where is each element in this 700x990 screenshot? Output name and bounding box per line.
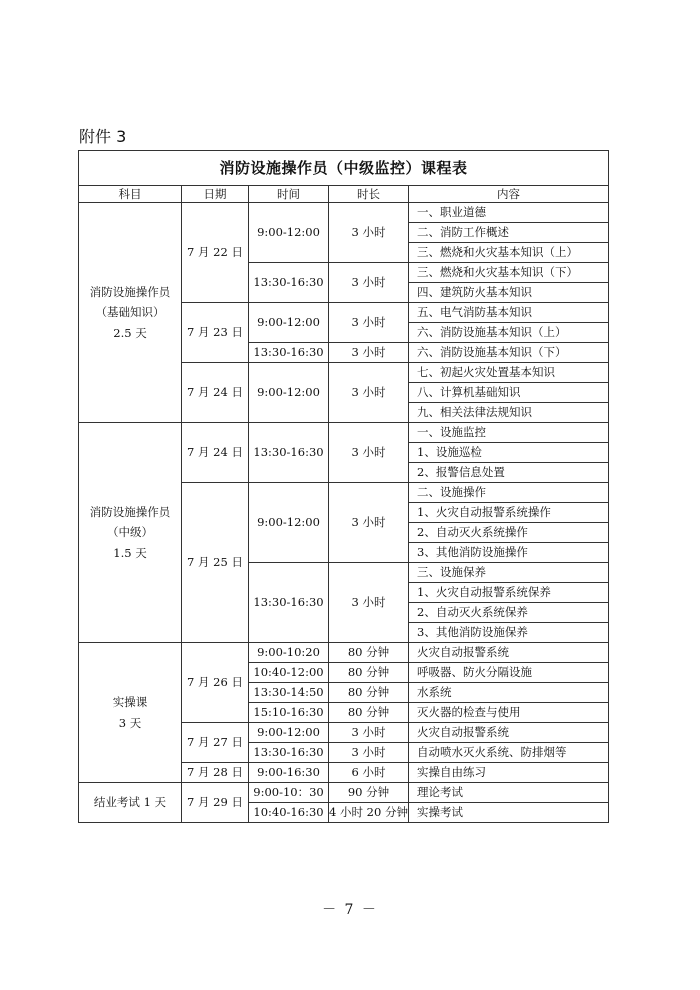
header-subject: 科目 <box>79 186 182 203</box>
course-schedule-table <box>78 150 609 823</box>
duration-cell: 3 小时 <box>329 343 409 363</box>
content-cell: 自动喷水灭火系统、防排烟等 <box>409 743 609 763</box>
header-duration: 时长 <box>329 186 409 203</box>
duration-cell: 6 小时 <box>329 763 409 783</box>
duration-cell: 3 小时 <box>329 563 409 643</box>
content-cell: 五、电气消防基本知识 <box>409 303 609 323</box>
header-content: 内容 <box>409 186 609 203</box>
table-row <box>79 423 609 443</box>
schedule-body <box>79 203 609 823</box>
duration-cell: 3 小时 <box>329 363 409 423</box>
content-cell: 3、其他消防设施保养 <box>409 623 609 643</box>
date-cell: 7 月 29 日 <box>182 783 249 823</box>
table-row <box>79 783 609 803</box>
date-cell: 7 月 27 日 <box>182 723 249 763</box>
subject-line: 实操课 <box>112 695 148 710</box>
subject-line: 结业考试 1 天 <box>93 795 167 810</box>
date-cell: 7 月 24 日 <box>182 363 249 423</box>
time-cell: 9:00-12:00 <box>249 363 329 423</box>
date-cell: 7 月 22 日 <box>182 203 249 303</box>
duration-cell: 3 小时 <box>329 723 409 743</box>
content-cell: 2、自动灭火系统操作 <box>409 523 609 543</box>
content-cell: 呼吸器、防火分隔设施 <box>409 663 609 683</box>
content-cell: 理论考试 <box>409 783 609 803</box>
date-cell: 7 月 26 日 <box>182 643 249 723</box>
content-cell: 六、消防设施基本知识（下） <box>409 343 609 363</box>
time-cell: 13:30-16:30 <box>249 263 329 303</box>
subject-cell <box>79 203 182 423</box>
subject-line: 3 天 <box>118 715 142 730</box>
content-cell: 二、消防工作概述 <box>409 223 609 243</box>
duration-cell: 80 分钟 <box>329 683 409 703</box>
date-cell: 7 月 23 日 <box>182 303 249 363</box>
subject-line: 消防设施操作员 <box>89 285 171 300</box>
content-cell: 1、设施巡检 <box>409 443 609 463</box>
content-cell: 六、消防设施基本知识（上） <box>409 323 609 343</box>
content-cell: 实操考试 <box>409 803 609 823</box>
duration-cell: 80 分钟 <box>329 703 409 723</box>
duration-cell: 3 小时 <box>329 483 409 563</box>
time-cell: 10:40-12:00 <box>249 663 329 683</box>
content-cell: 水系统 <box>409 683 609 703</box>
time-cell: 9:00-12:00 <box>249 203 329 263</box>
header-time: 时间 <box>249 186 329 203</box>
subject-line: 1.5 天 <box>113 545 147 560</box>
content-cell: 火灾自动报警系统 <box>409 643 609 663</box>
table-title: 消防设施操作员（中级监控）课程表 <box>79 151 609 186</box>
time-cell: 13:30-14:50 <box>249 683 329 703</box>
time-cell: 13:30-16:30 <box>249 743 329 763</box>
time-cell: 13:30-16:30 <box>249 343 329 363</box>
duration-cell: 80 分钟 <box>329 643 409 663</box>
time-cell: 9:00-16:30 <box>249 763 329 783</box>
content-cell: 一、职业道德 <box>409 203 609 223</box>
content-cell: 二、设施操作 <box>409 483 609 503</box>
duration-cell: 4 小时 20 分钟 <box>329 803 409 823</box>
content-cell: 三、设施保养 <box>409 563 609 583</box>
attachment-label: 附件 3 <box>79 127 127 146</box>
content-cell: 灭火器的检查与使用 <box>409 703 609 723</box>
content-cell: 火灾自动报警系统 <box>409 723 609 743</box>
subject-cell <box>79 783 182 823</box>
table-row <box>79 643 609 663</box>
time-cell: 9:00-12:00 <box>249 483 329 563</box>
subject-line: 2.5 天 <box>113 325 147 340</box>
content-cell: 八、计算机基础知识 <box>409 383 609 403</box>
duration-cell: 3 小时 <box>329 263 409 303</box>
content-cell: 2、报警信息处置 <box>409 463 609 483</box>
content-cell: 实操自由练习 <box>409 763 609 783</box>
subject-line: （基础知识） <box>95 305 165 320</box>
duration-cell: 3 小时 <box>329 203 409 263</box>
content-cell: 九、相关法律法规知识 <box>409 403 609 423</box>
header-date: 日期 <box>182 186 249 203</box>
time-cell: 9:00-10：30 <box>249 783 329 803</box>
duration-cell: 80 分钟 <box>329 663 409 683</box>
content-cell: 三、燃烧和火灾基本知识（上） <box>409 243 609 263</box>
table-row <box>79 203 609 223</box>
subject-line: （中级） <box>107 525 153 540</box>
content-cell: 2、自动灭火系统保养 <box>409 603 609 623</box>
page-number: － 7 － <box>322 902 378 918</box>
time-cell: 13:30-16:30 <box>249 563 329 643</box>
duration-cell: 3 小时 <box>329 423 409 483</box>
content-cell: 一、设施监控 <box>409 423 609 443</box>
time-cell: 9:00-12:00 <box>249 303 329 343</box>
time-cell: 15:10-16:30 <box>249 703 329 723</box>
subject-cell <box>79 643 182 783</box>
time-cell: 9:00-10:20 <box>249 643 329 663</box>
time-cell: 13:30-16:30 <box>249 423 329 483</box>
content-cell: 七、初起火灾处置基本知识 <box>409 363 609 383</box>
content-cell: 1、火灾自动报警系统保养 <box>409 583 609 603</box>
subject-cell <box>79 423 182 643</box>
date-cell: 7 月 25 日 <box>182 483 249 643</box>
time-cell: 10:40-16:30 <box>249 803 329 823</box>
date-cell: 7 月 28 日 <box>182 763 249 783</box>
content-cell: 1、火灾自动报警系统操作 <box>409 503 609 523</box>
content-cell: 3、其他消防设施操作 <box>409 543 609 563</box>
duration-cell: 90 分钟 <box>329 783 409 803</box>
content-cell: 四、建筑防火基本知识 <box>409 283 609 303</box>
time-cell: 9:00-12:00 <box>249 723 329 743</box>
date-cell: 7 月 24 日 <box>182 423 249 483</box>
content-cell: 三、燃烧和火灾基本知识（下） <box>409 263 609 283</box>
duration-cell: 3 小时 <box>329 303 409 343</box>
subject-line: 消防设施操作员 <box>89 505 171 520</box>
duration-cell: 3 小时 <box>329 743 409 763</box>
